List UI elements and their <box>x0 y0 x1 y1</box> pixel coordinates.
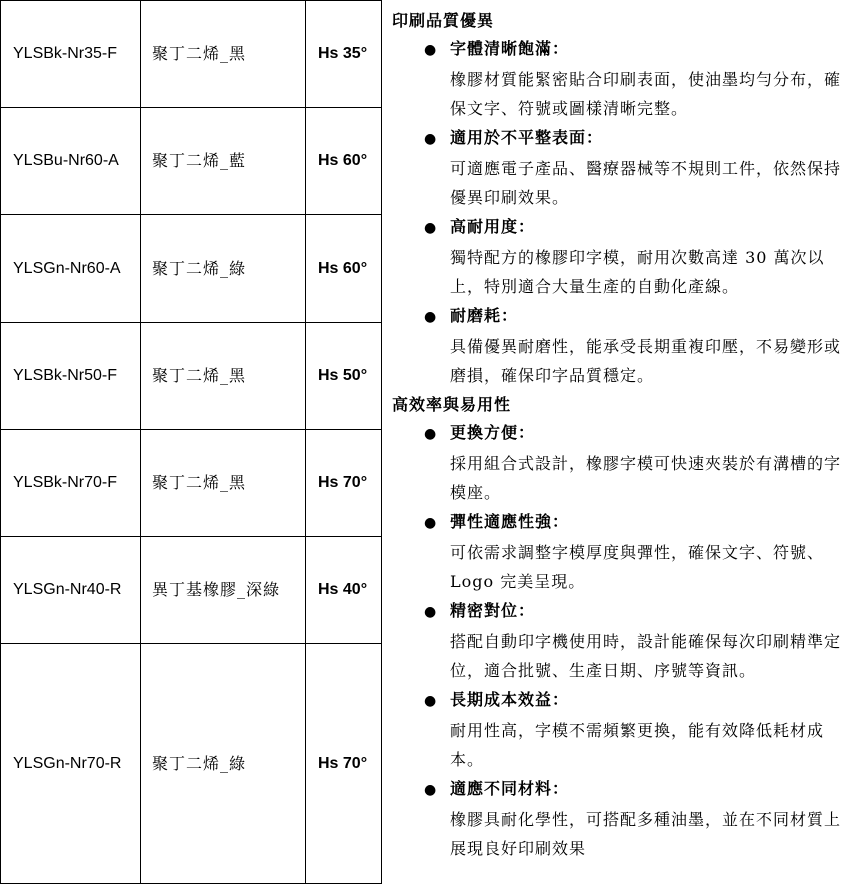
product-material: 異丁基橡膠_深綠 <box>141 537 306 644</box>
product-material: 聚丁二烯_綠 <box>141 644 306 884</box>
feature-title: 長期成本效益： <box>450 690 570 709</box>
product-code: YLSBk-Nr70-F <box>1 430 141 537</box>
feature-title: 適應不同材料： <box>450 779 570 798</box>
product-hardness: Hs 60° <box>306 108 382 215</box>
product-hardness: Hs 60° <box>306 215 382 323</box>
bullet-icon: ● <box>424 515 437 531</box>
product-material: 聚丁二烯_黑 <box>141 430 306 537</box>
feature-desc: 搭配自動印字機使用時，設計能確保每次印刷精準定位，適合批號、生產日期、序號等資訊。 <box>450 632 842 680</box>
section-title-print-quality: 印刷品質優異 <box>392 11 495 30</box>
feature-desc: 橡膠材質能緊密貼合印刷表面，使油墨均勻分布，確保文字、符號或圖樣清晰完整。 <box>450 70 842 118</box>
feature-item <box>392 214 843 301</box>
feature-item <box>392 687 843 774</box>
feature-title: 耐磨耗： <box>450 306 519 325</box>
feature-item <box>392 303 843 390</box>
feature-title: 字體清晰飽滿： <box>450 39 570 58</box>
table-row <box>1 1 382 108</box>
product-hardness: Hs 40° <box>306 537 382 644</box>
bullet-icon: ● <box>424 426 437 442</box>
feature-title: 更換方便： <box>450 423 536 442</box>
feature-desc: 可適應電子產品、醫療器械等不規則工件，依然保持優異印刷效果。 <box>450 159 842 207</box>
product-hardness: Hs 70° <box>306 644 382 884</box>
feature-desc: 耐用性高，字模不需頻繁更換，能有效降低耗材成本。 <box>450 721 825 769</box>
feature-item <box>392 509 843 596</box>
product-code: YLSBk-Nr35-F <box>1 1 141 108</box>
bullet-icon: ● <box>424 604 437 620</box>
feature-item <box>392 125 843 212</box>
product-hardness: Hs 35° <box>306 1 382 108</box>
product-table <box>0 0 382 884</box>
product-material: 聚丁二烯_黑 <box>141 1 306 108</box>
feature-item <box>392 776 843 863</box>
section-title-efficiency: 高效率與易用性 <box>392 395 512 414</box>
feature-desc: 採用組合式設計，橡膠字模可快速夾裝於有溝槽的字模座。 <box>450 454 842 502</box>
feature-title: 彈性適應性強： <box>450 512 570 531</box>
product-code: YLSBk-Nr50-F <box>1 323 141 430</box>
feature-desc: 橡膠具耐化學性，可搭配多種油墨，並在不同材質上展現良好印刷效果 <box>450 810 842 858</box>
table-row <box>1 215 382 323</box>
product-code: YLSGn-Nr40-R <box>1 537 141 644</box>
feature-desc: 獨特配方的橡膠印字模，耐用次數高達 30 萬次以上，特別適合大量生產的自動化產線。 <box>450 248 825 296</box>
product-hardness: Hs 50° <box>306 323 382 430</box>
bullet-icon: ● <box>424 693 437 709</box>
feature-desc: 具備優異耐磨性，能承受長期重複印壓，不易變形或磨損，確保印字品質穩定。 <box>450 337 842 385</box>
bullet-icon: ● <box>424 220 437 236</box>
product-material: 聚丁二烯_綠 <box>141 215 306 323</box>
bullet-icon: ● <box>424 309 437 325</box>
table-row <box>1 323 382 430</box>
feature-description <box>381 0 855 883</box>
product-code: YLSGn-Nr70-R <box>1 644 141 884</box>
table-row <box>1 537 382 644</box>
table-row <box>1 108 382 215</box>
table-row <box>1 430 382 537</box>
feature-title: 適用於不平整表面： <box>450 128 604 147</box>
feature-desc: 可依需求調整字模厚度與彈性，確保文字、符號、Logo 完美呈現。 <box>450 543 825 591</box>
product-code: YLSBu-Nr60-A <box>1 108 141 215</box>
feature-title: 精密對位： <box>450 601 536 620</box>
product-material: 聚丁二烯_藍 <box>141 108 306 215</box>
product-hardness: Hs 70° <box>306 430 382 537</box>
feature-title: 高耐用度： <box>450 217 536 236</box>
table-row <box>1 644 382 884</box>
bullet-icon: ● <box>424 131 437 147</box>
bullet-icon: ● <box>424 42 437 58</box>
product-material: 聚丁二烯_黑 <box>141 323 306 430</box>
feature-item <box>392 36 843 123</box>
bullet-icon: ● <box>424 782 437 798</box>
product-code: YLSGn-Nr60-A <box>1 215 141 323</box>
feature-item <box>392 420 843 507</box>
feature-item <box>392 598 843 685</box>
